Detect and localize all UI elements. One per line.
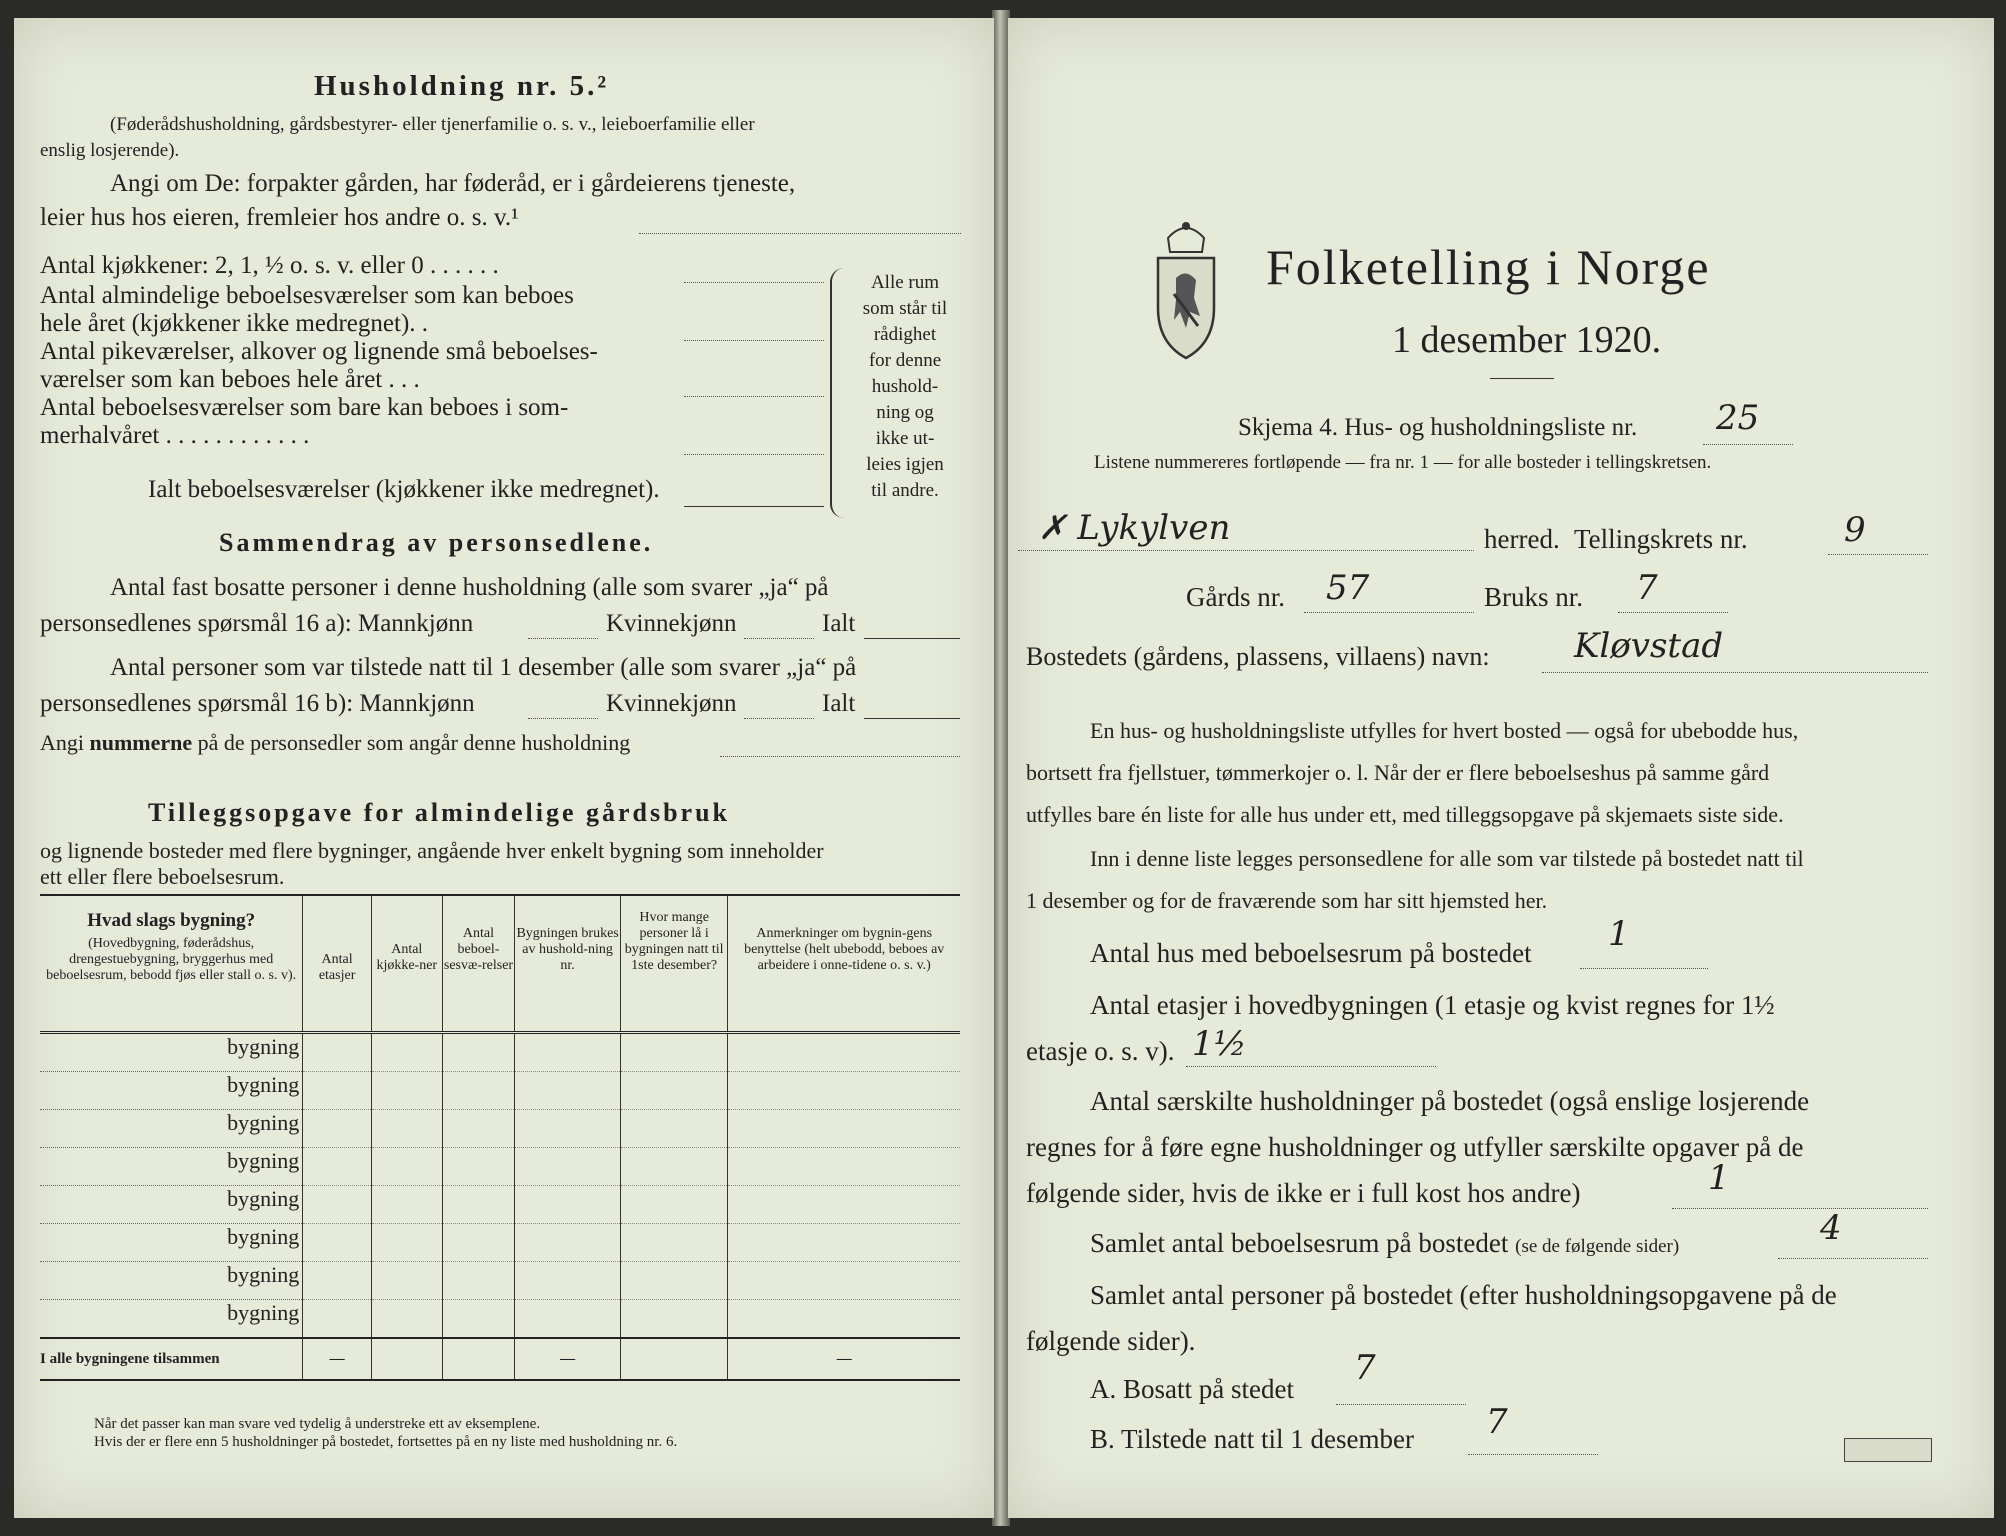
para2-line-1: Inn i denne liste legges personsedlene for alle som var tilstede på bostedet natt til [1090,846,1804,871]
skjema-value: 25 [1716,398,1760,438]
cell [303,1072,372,1110]
cell [620,1338,728,1380]
table-total-row [40,1338,960,1380]
brace-note [850,270,960,504]
pike-answer-line [684,396,824,397]
cell [303,1262,372,1300]
cell [515,1224,621,1262]
row-label: bygning [40,1033,303,1072]
cell [728,1148,960,1186]
fast-mann-line [528,638,598,639]
nummerne-answer-line [720,756,960,757]
bosatt-answer-line [1336,1404,1466,1405]
col-header-kjokkener [371,895,442,1033]
para2-line-2: 1 desember og for de fraværende som har sitt hjemsted her. [1026,888,1548,913]
listene-note: Listene nummereres fortløpende — fra nr. 1 — for alle bosteder i tellingskretsen. [1094,452,1712,473]
norway-coat-of-arms-icon [1146,208,1226,368]
cell [620,1110,728,1148]
angi-line-2: leier hus hos eieren, fremleier hos andre o. s. v.¹ [40,204,519,231]
cell [371,1186,442,1224]
cell [620,1033,728,1072]
brace-note-line: leies igjen [866,454,944,475]
census-date: 1 desember 1920. [1392,319,1662,361]
tilstede-label: B. Tilstede natt til 1 desember [1090,1424,1414,1454]
cell [303,1186,372,1224]
samlet-pers-line-2: følgende sider). [1026,1326,1196,1356]
cell [620,1072,728,1110]
table-row [40,1033,960,1072]
bosted-answer-line [1542,672,1928,673]
table-row [40,1110,960,1148]
tilstede-mann-line [528,718,598,719]
herred-label: herred. [1484,524,1560,554]
samlet-rum-note: (se de følgende sider) [1515,1236,1680,1257]
alm-line-2: hele året (kjøkkener ikke medregnet). . [40,310,429,337]
cell [728,1186,960,1224]
samlet-rum-value: 4 [1820,1208,1842,1248]
gards-answer-line [1304,612,1474,613]
tilstede-ialt-label: Ialt [822,690,856,717]
row-label: bygning [40,1224,303,1262]
skjema-answer-line [1703,444,1793,445]
kjokkener-label: Antal kjøkkener: 2, 1, ½ o. s. v. eller 0 . . . . . . [40,252,499,279]
tilstede-value: 7 [1486,1402,1508,1442]
brace-note-line: hushold- [871,376,939,397]
col-header-personer-text: Hvor mange personer lå i bygningen natt til 1ste desember? [624,910,724,973]
brace-note-line: for denne [868,350,942,371]
cell [515,1148,621,1186]
printer-stamp [1844,1438,1932,1462]
cell [442,1262,515,1300]
col-header-beboelsesvaerelser [442,895,515,1033]
etasjer-answer-line [1186,1066,1436,1067]
tilstede-ialt-line [864,718,960,719]
cell [728,1072,960,1110]
table-row [40,1262,960,1300]
col-header-etasjer-text: Antal etasjer [318,952,356,983]
pike-line-1: Antal pikeværelser, alkover og lignende små beboelses- [40,338,598,365]
antal-hus-answer-line [1580,968,1708,969]
cell [515,1110,621,1148]
col-header-etasjer [303,895,372,1033]
col-header-beboelsesvaerelser-text: Antal beboel-sesvæ-relser [443,926,514,973]
nummerne-text-a: Angi [40,730,84,755]
tillegg-title: Tilleggsopgave for almindelige gårdsbruk [148,798,731,827]
row-label: bygning [40,1186,303,1224]
cell [728,1033,960,1072]
cell [371,1300,442,1339]
row-label: bygning [40,1262,303,1300]
nummerne-text-b: nummerne [89,730,193,755]
cell [728,1110,960,1148]
col-header-anmerkninger [728,895,960,1033]
cell [303,1224,372,1262]
title-divider [1490,378,1554,379]
fast-line-1: Antal fast bosatte personer i denne husholdning (alle som svarer „ja“ på [110,574,829,601]
herred-value: ✗ Lykylven [1038,508,1231,548]
saerskilte-answer-line [1672,1208,1928,1209]
col-header-anmerkninger-text: Anmerkninger om bygnin-gens benyttelse (helt ubebodd, beboes av arbeidere i onne-tidene o. s. v.) [744,926,945,973]
etasjer-line-1: Antal etasjer i hovedbygningen (1 etasje og kvist regnes for 1½ [1090,990,1775,1020]
cell [371,1110,442,1148]
cell [620,1262,728,1300]
cell [728,1224,960,1262]
cell [442,1148,515,1186]
total-dash: — [515,1338,621,1380]
fast-ialt-label: Ialt [822,610,856,637]
sommer-line-1: Antal beboelsesværelser som bare kan beboes i som- [40,394,569,421]
gards-label: Gårds nr. [1186,582,1285,612]
row-label: bygning [40,1110,303,1148]
saerskilte-line-3: følgende sider, hvis de ikke er i full kost hos andre) [1026,1178,1581,1208]
right-page [1008,18,1994,1518]
saerskilte-line-2: regnes for å føre egne husholdninger og utfyller særskilte opgaver på de [1026,1132,1804,1162]
table-row [40,1224,960,1262]
cell [442,1224,515,1262]
tellingskrets-label: Tellingskrets nr. [1574,524,1748,554]
gards-value: 57 [1326,568,1370,608]
skjema-label: Skjema 4. Hus- og husholdningsliste nr. [1238,414,1638,441]
samlet-rum-label [1090,1228,1679,1259]
bosatt-value: 7 [1354,1348,1376,1388]
cell [371,1262,442,1300]
tilstede-answer-line [1468,1454,1598,1455]
brace-note-line: ikke ut- [875,428,935,449]
ialt-label: Ialt beboelsesværelser (kjøkkener ikke medregnet). [148,476,660,503]
ialt-answer-line [684,506,824,507]
saerskilte-line-1: Antal særskilte husholdninger på bostedet (også enslige losjerende [1090,1086,1810,1116]
cell [371,1072,442,1110]
bruks-answer-line [1618,612,1728,613]
table-row [40,1148,960,1186]
fast-ialt-line [864,638,960,639]
tillegg-line-2: ett eller flere beboelsesrum. [40,864,285,889]
bosted-label: Bostedets (gårdens, plassens, villaens) navn: [1026,642,1490,671]
cell [515,1186,621,1224]
etasjer-line-2: etasje o. s. v). [1026,1036,1175,1066]
tilstede-kvinne-label: Kvinnekjønn [606,690,737,717]
col-header-husholdning-text: Bygningen brukes av hushold-ning nr. [516,926,619,973]
intro-line-1: (Føderådshusholdning, gårdsbestyrer- eller tjenerfamilie o. s. v., leieboerfamilie eller [110,114,755,135]
fast-kvinne-line [744,638,814,639]
fast-line-2: personsedlenes spørsmål 16 a): Mannkjønn [40,610,474,637]
cell [620,1186,728,1224]
bruks-label: Bruks nr. [1484,582,1584,612]
bosatt-label: A. Bosatt på stedet [1090,1374,1294,1404]
fast-kvinne-label: Kvinnekjønn [606,610,737,637]
bruks-value: 7 [1636,568,1658,608]
row-label: bygning [40,1072,303,1110]
cell [515,1300,621,1339]
tellingskrets-value: 9 [1844,510,1866,550]
cell [371,1338,442,1380]
col-header-personer [620,895,728,1033]
brace [830,268,846,518]
cell [303,1300,372,1339]
husholdning-title: Husholdning nr. 5.² [314,70,610,102]
angi-answer-line [639,233,961,234]
left-page [14,18,994,1518]
row-label: bygning [40,1148,303,1186]
nummerne-line [40,730,630,756]
footnote-1: Når det passer kan man svare ved tydelig å understreke ett av eksemplene. [94,1416,541,1432]
col-header-type-title: Hvad slags bygning? [87,910,256,931]
table-header-row [40,895,960,1033]
footnote-2: Hvis der er flere enn 5 husholdninger på bostedet, fortsettes på en ny liste med husholdning nr. 6. [94,1434,678,1450]
cell [442,1338,515,1380]
tilstede-line-1: Antal personer som var tilstede natt til 1 desember (alle som svarer „ja“ på [110,654,857,681]
herred-value-text: Lykylven [1077,508,1231,548]
col-header-type [40,895,303,1033]
building-table [40,894,960,1381]
cell [442,1072,515,1110]
cell [371,1033,442,1072]
samlet-pers-line-1: Samlet antal personer på bostedet (efter husholdningsopgavene på de [1090,1280,1837,1310]
table-row [40,1186,960,1224]
cell [442,1186,515,1224]
col-header-husholdning [515,895,621,1033]
cell [620,1224,728,1262]
census-title: Folketelling i Norge [1266,239,1711,295]
cell [303,1033,372,1072]
brace-note-line: ning og [876,402,934,423]
alm-answer-line [684,340,824,341]
bosted-value: Kløvstad [1574,626,1724,666]
cell [442,1110,515,1148]
table-row [40,1300,960,1339]
kjokkener-answer-line [684,282,824,283]
total-dash: — [728,1338,960,1380]
total-label: I alle bygningene tilsammen [40,1338,303,1380]
tellingskrets-answer-line [1828,554,1928,555]
cell [620,1300,728,1339]
alm-line-1: Antal almindelige beboelsesværelser som kan beboes [40,282,574,309]
cell [371,1148,442,1186]
tillegg-line-1: og lignende bosteder med flere bygninger, angående hver enkelt bygning som inneholder [40,838,824,863]
cell [515,1262,621,1300]
table-row [40,1072,960,1110]
tilstede-kvinne-line [744,718,814,719]
samlet-rum-text: Samlet antal beboelsesrum på bostedet [1090,1228,1509,1258]
pike-line-2: værelser som kan beboes hele året . . . [40,366,420,393]
para1-line-3: utfylles bare én liste for alle hus under ett, med tilleggsopgave på skjemaets siste side. [1026,802,1784,827]
cell [620,1148,728,1186]
nummerne-text-c: på de personsedler som angår denne husholdning [197,730,631,755]
brace-note-line: til andre. [871,480,939,501]
cell [371,1224,442,1262]
col-header-type-sub: (Hovedbygning, føderådshus, drengestuebygning, bryggerhus med beboelsesrum, bebodd fjøs eller stall o. s. v). [46,936,297,983]
antal-hus-label: Antal hus med beboelsesrum på bostedet [1090,938,1532,968]
samlet-rum-answer-line [1778,1258,1928,1259]
cell [515,1033,621,1072]
cell [442,1033,515,1072]
sommer-line-2: merhalvåret . . . . . . . . . . . . [40,422,310,449]
sammendrag-title: Sammendrag av personsedlene. [219,528,654,557]
angi-line-1: Angi om De: forpakter gården, har føderåd, er i gårdeierens tjeneste, [110,170,796,197]
brace-note-line: som står til [862,298,948,319]
brace-note-line: Alle rum [870,272,940,293]
para1-line-1: En hus- og husholdningsliste utfylles for hvert bosted — også for ubebodde hus, [1090,718,1799,743]
tilstede-line-2: personsedlenes spørsmål 16 b): Mannkjønn [40,690,475,717]
intro-line-2: enslig losjerende). [40,140,180,161]
row-label: bygning [40,1300,303,1339]
sommer-answer-line [684,454,824,455]
para1-line-2: bortsett fra fjellstuer, tømmerkojer o. l. Når der er flere beboelseshus på samme gård [1026,760,1770,785]
total-dash: — [303,1338,372,1380]
col-header-kjokkener-text: Antal kjøkke-ner [376,942,438,973]
cell [303,1110,372,1148]
antal-hus-value: 1 [1608,914,1630,954]
herred-answer-line [1018,550,1474,551]
cell [728,1300,960,1339]
etasjer-value: 1½ [1192,1024,1247,1064]
cell [728,1262,960,1300]
cell [442,1300,515,1339]
brace-note-line: rådighet [873,324,937,345]
cell [515,1072,621,1110]
cell [303,1148,372,1186]
saerskilte-value: 1 [1708,1158,1730,1198]
